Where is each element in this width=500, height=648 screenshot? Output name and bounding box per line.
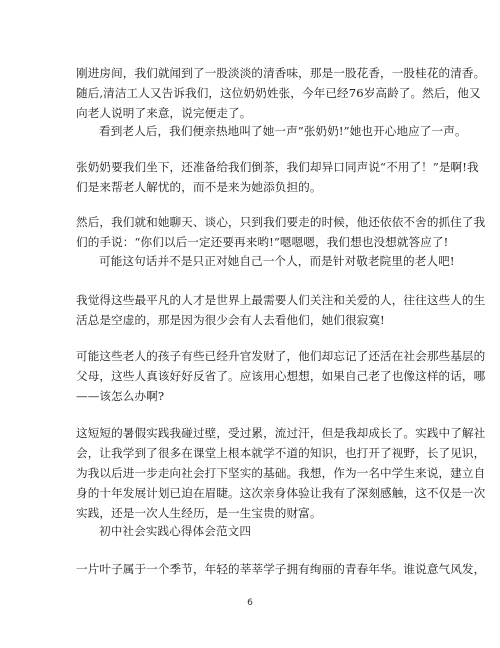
- paragraph-leaf: [76, 559, 486, 579]
- text-line: 向老人说明了来意，说完便走了。: [76, 106, 252, 120]
- text-line: 一片叶子属于一个季节，年轻的莘莘学子拥有绚丽的青春年华。谁说意气风发，: [76, 562, 486, 576]
- section-heading: [99, 521, 429, 541]
- text-line: 我觉得这些最平凡的人才是世界上最需要人们关注和关爱的人，往往这些人的生: [76, 293, 486, 307]
- text-line: ——该怎么办啊?: [76, 389, 165, 403]
- text-line: 看到老人后，我们便亲热地叫了她一声”张奶奶!”她也开心地应了一声。: [99, 124, 467, 138]
- paragraph-greeting: [99, 121, 467, 141]
- text-line: 可能这些老人的孩子有些已经升官发财了，他们却忘记了还活在社会那些基层的: [76, 349, 486, 363]
- text-line: 随后,清洁工人又告诉我们，这位奶奶姓张，今年已经76岁高龄了。然后，他又: [76, 86, 481, 100]
- text-line: 初中社会实践心得体会范文四: [99, 524, 252, 538]
- paragraph-room-arrival: [76, 63, 486, 123]
- paragraph-chat: [76, 212, 486, 252]
- text-line: 为我以后进一步走向社会打下坚实的基础。我想，作为一名中学生来说，建立自: [76, 466, 486, 480]
- text-line: 父母，这些人真该好好反省了。应该用心想想，如果自己老了也像这样的话，哪: [76, 369, 486, 383]
- page-number: 6: [247, 598, 253, 608]
- text-line: 可能这句话并不是只正对她自己一个人，而是针对敬老院里的老人吧!: [99, 254, 455, 268]
- paragraph-reflection: [76, 290, 486, 330]
- paragraph-children: [76, 346, 486, 406]
- paragraph-elders: [99, 251, 455, 271]
- text-line: 活总是空虚的，那是因为很少会有人去看他们，她们很寂寞!: [76, 313, 385, 327]
- text-line: 们的手说：“你们以后一定还要再来哟!”嗯嗯嗯，我们想也没想就答应了!: [76, 235, 449, 249]
- text-line: 这短短的暑假实践我碰过壁，受过累，流过汗，但是我却成长了。实践中了解社: [76, 426, 486, 440]
- text-line: 身的十年发展计划已迫在眉睫。这次亲身体验让我有了深刻感触，这不仅是一次: [76, 486, 486, 500]
- text-line: 张奶奶要我们坐下，还准备给我们倒茶，我们却异口同声说“不用了！”是啊!我: [76, 160, 479, 174]
- text-line: 们是来帮老人解忧的，而不是来为她添负担的。: [76, 180, 322, 194]
- paragraph-tea: [76, 157, 479, 197]
- text-line: 刚进房间，我们就闻到了一股淡淡的清香味，那是一股花香，一股桂花的清香。: [76, 66, 486, 80]
- paragraph-summary: [76, 423, 486, 523]
- text-line: 然后，我们就和她聊天、谈心，只到我们要走的时候，他还依依不舍的抓住了我: [76, 215, 486, 229]
- text-line: 会，让我学到了很多在课堂上根本就学不道的知识，也打开了视野，长了见识，: [76, 446, 486, 460]
- text-line: 实践，还是一次人生经历，是一生宝贵的财富。: [76, 506, 322, 520]
